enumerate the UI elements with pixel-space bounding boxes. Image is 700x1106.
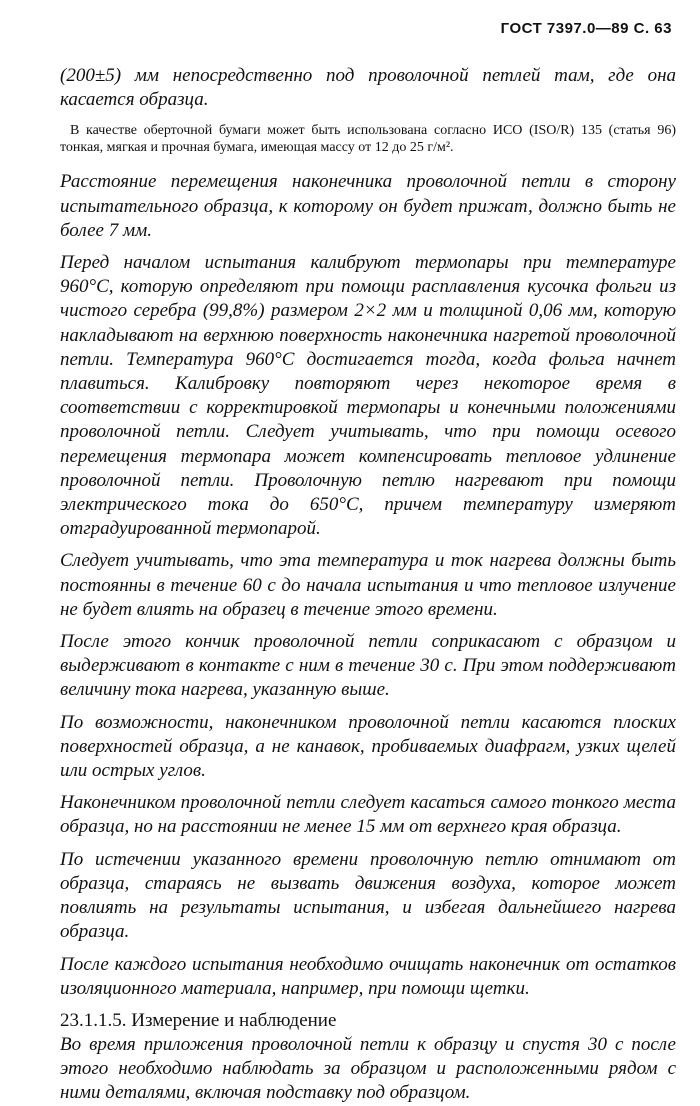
paragraph-8: Наконечником проволочной петли следует касаться самого тонкого места образца, но на расстоянии не менее 15 мм от верхнего края образца. xyxy=(60,792,676,838)
paragraph-4: Перед началом испытания калибруют термопары при температуре 960°С, которую определяют при помощи расплавления кусочка фольги из чистого серебра (99,8%) размером 2×2 мм и толщиной 0,06 мм, которую накладывают на верхнюю поверхность наконечника нагретой проволочной петли. Температура 960°С достигается тогда, когда фольга начнет плавиться. Калибровку повторяют через некоторое время в соответствии с корректировкой термопары и конечными положениями проволочной петли. Следует учитывать, что при помощи осевого перемещения термопара может компенсировать тепловое удлинение проволочной петли. Проволочную петлю нагревают при помощи электрического тока до 650°С, причем температуру измеряют отградуированной термопарой. xyxy=(60,252,676,540)
paragraph-5: Следует учитывать, что эта температура и ток нагрева должны быть постоянны в течение 60 с до начала испытания и что тепловое излучение не будет влиять на образец в течение этого времени. xyxy=(60,550,676,620)
paragraph-3: Расстояние перемещения наконечника проволочной петли в сторону испытательного образца, к которому он будет прижат, должно быть не более 7 мм. xyxy=(60,171,676,241)
paragraph-note: В качестве оберточной бумаги может быть использована согласно ИСО (ISO/R) 135 (статья 96) тонкая, мягкая и прочная бумага, имеющая массу от 12 до 25 г/м². xyxy=(60,123,676,156)
page-content xyxy=(60,64,676,1106)
paragraph-9: По истечении указанного времени проволочную петлю отнимают от образца, стараясь не вызвать движения воздуха, которое может повлиять на результаты испытания, и избегая дальнейшего нагрева образца. xyxy=(60,848,676,943)
paragraph-10: После каждого испытания необходимо очищать наконечник от остатков изоляционного материала, например, при помощи щетки. xyxy=(60,953,676,999)
paragraph-final: Во время приложения проволочной петли к образцу и спустя 30 с после этого необходимо наблюдать за образцом и расположенными рядом с ними деталями, включая подставку под образцом. xyxy=(60,1033,676,1104)
paragraph-1: (200±5) мм непосредственно под проволочной петлей там, где она касается образца. xyxy=(60,65,676,111)
paragraph-7: По возможности, наконечником проволочной петли касаются плоских поверхностей образца, а не канавок, пробиваемых диафрагм, узких щелей или острых углов. xyxy=(60,711,676,782)
paragraph-6: После этого кончик проволочной петли соприкасают с образцом и выдерживают в контакте с ним в течение 30 с. При этом поддерживают величину тока нагрева, указанную выше. xyxy=(60,631,676,701)
page-header: ГОСТ 7397.0—89 С. 63 xyxy=(500,20,672,37)
section-heading: 23.1.1.5. Измерение и наблюдение xyxy=(60,1009,337,1031)
